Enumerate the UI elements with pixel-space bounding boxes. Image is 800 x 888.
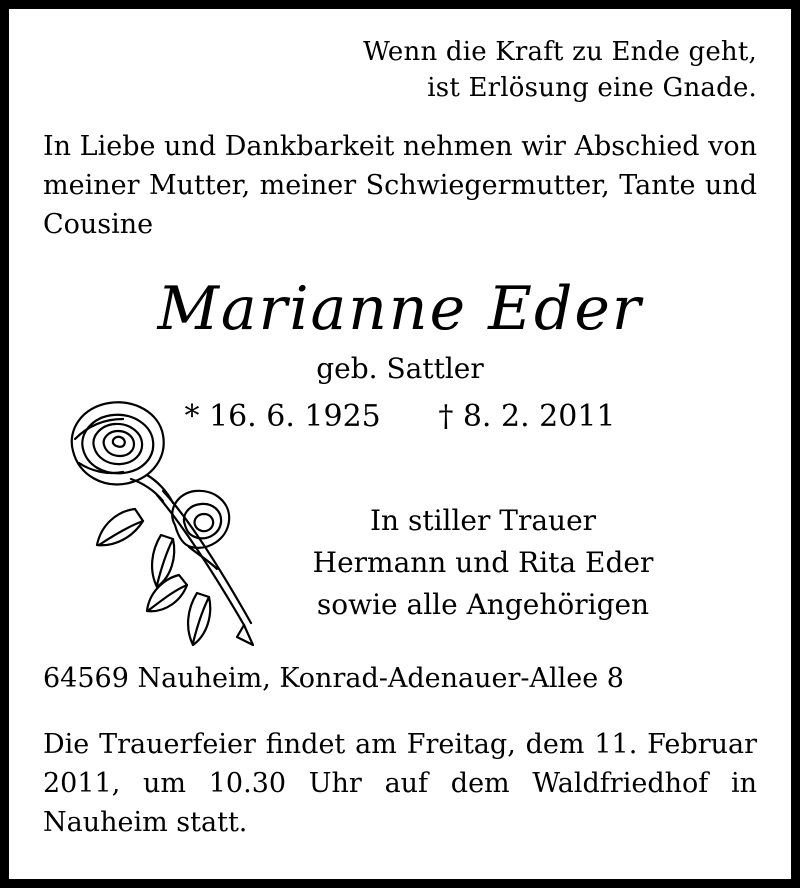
address-line: 64569 Nauheim, Konrad-Adenauer-Allee 8 — [43, 663, 624, 694]
maiden-name: geb. Sattler — [316, 352, 484, 386]
mourning-line-3: sowie alle Angehörigen — [316, 588, 650, 622]
death-date: † 8. 2. 2011 — [438, 399, 616, 435]
epitaph-line-2: ist Erlösung eine Gnade. — [427, 72, 757, 103]
obituary-content — [9, 9, 791, 879]
rose-icon — [39, 379, 254, 659]
epitaph-line-1: Wenn die Kraft zu Ende geht, — [363, 37, 757, 67]
deceased-name: Marianne Eder — [157, 274, 643, 345]
intro-text: In Liebe und Dankbarkeit nehmen wir Abschied von meiner Mutter, meiner Schwiegermutter, Tante und Cousine — [43, 130, 757, 241]
epitaph — [43, 35, 757, 107]
mourning-line-2: Hermann und Rita Eder — [312, 546, 654, 580]
birth-date: * 16. 6. 1925 — [184, 399, 381, 435]
mourners — [233, 500, 757, 626]
funeral-details: Die Trauerfeier findet am Freitag, dem 11. Februar 2011, um 10.30 Uhr auf dem Waldfriedhof in Nauheim statt. — [43, 729, 757, 839]
mourning-line-1: In stiller Trauer — [369, 504, 597, 538]
